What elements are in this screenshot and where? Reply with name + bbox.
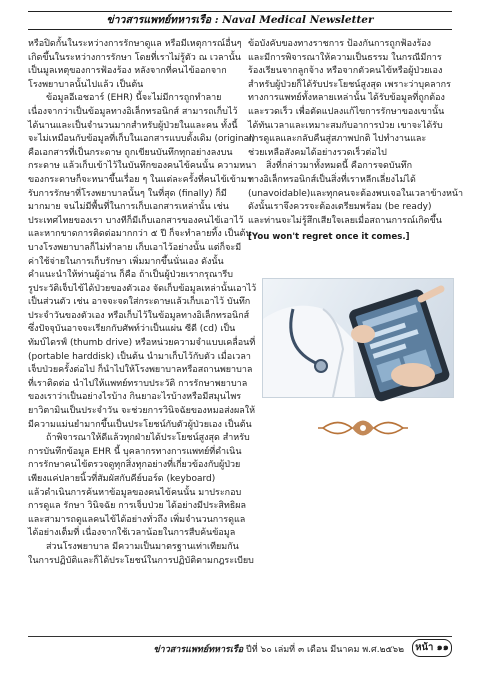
left-text-line: ได้นานและเป็นจำนวนมากสำหรับผู้ป่วยในและคน ทั้งนี้ [28, 120, 238, 131]
header-separator: : [214, 14, 219, 26]
page-header [28, 9, 452, 33]
left-text-line: เพียงแค่ปลายนิ้วที่สัมผัสกับคีย์บอร์ด (keyboard) [28, 474, 216, 484]
right-text-line: และมีการพิจารณาให้ความเป็นธรรม ในกรณีมีการ [248, 52, 442, 63]
left-text-line: โรงพยาบาลนั้นไปแล้ว เป็นต้น [28, 79, 144, 90]
left-text-line: รับการรักษาที่โรงพยาบาลนั้นๆ ในที่สุด (finally) ก็มี [28, 188, 227, 199]
right-text-line: และรวดเร็ว เพื่อตัดแปลงแก้ไขการรักษาของเขานั้น [248, 106, 445, 117]
footer-publication: ข่าวสารแพทย์ทหารเรือ [153, 645, 244, 655]
left-text-line: กระดาษ แล้วเก็บเข้าไว้ในบันทึกของคนไข้คนนั้น ความหนา [28, 161, 257, 172]
left-text-line: (portable harddisk) เป็นต้น นำมาเก็บไว้กับตัว เมื่อเวลา [28, 351, 251, 362]
left-text-line: ได้อย่างเต็มที่ เนื่องจากใช้เวลาน้อยในการสืบค้นข้อมูล [28, 528, 236, 539]
left-text-line: มากมาย จนไม่มีพื้นที่ในการเก็บเอกสารเหล่านั้น เช่น [28, 202, 229, 213]
right-text-line: (unavoidable)และทุกคนจะต้องพบเจอในเวลาข้างหน้า [248, 188, 464, 199]
header-rule-bottom [28, 29, 452, 30]
left-text-line: เป็นมูลเหตุของการฟ้องร้อง หลังจากที่คนไข้ออกจาก [28, 66, 227, 77]
left-text-line: มีความแม่นยำมากขึ้นเป็นประโยชน์กับตัวผู้ป่วยเอง เป็นต้น [28, 419, 252, 430]
left-text-line: ถ้าพิจารณาให้ดีแล้วทุกฝ่ายได้ประโยชน์สูงสุด สำหรับ [46, 433, 250, 444]
doctor-tablet-photo [262, 278, 454, 398]
left-text-line: ทัมบ์ไดรฟ์ (thumb drive) หรือหน่วยความจำแบบเคลื่อนที่ [28, 338, 256, 349]
left-text-line: เกิดขึ้นในระหว่างการรักษา โดยที่เราไม่รู้ตัว ณ เวลานั้น [28, 52, 241, 63]
right-text-line: ข้อบังคับของทางราชการ ป้องกันการถูกฟ้องร้อง [248, 39, 432, 49]
left-text-line: รูประวัติเจ็บไข้ได้ป่วยของตัวเอง จัดเก็บข้อมูลเหล่านั้นเอาไว้ [28, 283, 257, 294]
left-text-line: ประเทศไทยของเรา บางทีก็มีเก็บเอกสารของคนไข้เอาไว้ [28, 215, 244, 226]
left-text-line: คำแนะนำให้ท่านผู้อ่าน ก็คือ ถ้าเป็นผู้ป่วยเรากรุณารีบ [28, 270, 233, 281]
left-text-line: ค่าใช้จ่ายในการเก็บรักษา เพิ่มมากขึ้นนั่นเอง ดังนั้น [28, 256, 224, 267]
right-text-line: สิ่งที่กล่าวมาทั้งหมดนี้ คือการจดบันทึก [266, 161, 413, 172]
left-text-line: แล้วดำเนินการค้นหาข้อมูลของคนไข้คนนั้น มาประกอบ [28, 487, 242, 498]
left-text-line: จะไม่เหมือนกับข้อมูลที่เก็บในเอกสารแบบดั้งเดิม (original) [28, 134, 256, 145]
right-text-line: และท่านจะไม่รู้สึกเสียใจเลยเมื่อสถานการณ์เกิดขึ้น [248, 215, 442, 226]
left-text-line: บางโรงพยาบาลก็ไม่ทำลาย เก็บเอาไว้อย่างนั้น แต่ก็จะมี [28, 242, 242, 253]
right-text-line: ดังนั้นเราจึงควรจะต้องเตรียมพร้อม (be ready) [248, 202, 432, 213]
english-quote: [You won't regret once it comes.] [248, 232, 410, 243]
right-text-line: ได้ทันเวลาและเหมาะสมกับอาการป่วย เขาจะได้รับ [248, 120, 443, 131]
left-column [28, 38, 257, 568]
left-text-line: และสามารถดูแลคนไข้ได้อย่างทั่วถึง เพิ่มจำนวนการดูแล [28, 514, 246, 525]
right-text-line: สำหรับผู้ป่วยก็ได้รับประโยชน์สูงสุด เพราะว่าบุคลากร [248, 79, 451, 90]
footer-citation [154, 642, 404, 656]
left-text-line: การดูแล รักษา วินิจฉัย การเจ็บป่วย ได้อย่างมีประสิทธิผล [28, 501, 247, 512]
left-text-line: เนื่องจากว่าเป็นข้อมูลทางอิเล็กทรอนิกส์ สามารถเก็บไว้ [28, 106, 238, 117]
header-thai-title: ข่าวสารแพทย์ทหารเรือ [106, 14, 212, 26]
right-text-line: ร้องเรียนจากลูกจ้าง หรือจากตัวคนไข้หรือผู้ป่วยเอง [248, 66, 443, 77]
left-text-line: หรือปิดกั้นในระหว่างการรักษาดูแล หรือมีเหตุการณ์อื่นๆ [28, 39, 242, 49]
left-text-line: ของเราว่าเป็นอย่างไรบ้าง กินยาอะไรบ้างหรือมีสมุนไพร [28, 392, 242, 403]
left-text-line: และหากขาดการติดต่อมากกว่า ๕ ปี ก็จะทำลายทิ้ง เป็นต้น [28, 229, 252, 240]
left-text-line: ส่วนโรงพยาบาล มีความเป็นมาตรฐานเท่าเทียมกัน [46, 541, 239, 552]
left-text-line: การบันทึกข้อมูล EHR นี้ บุคลากรทางการแพทย์ที่ดำเนิน [28, 446, 242, 457]
header-title [28, 11, 452, 28]
right-text-line: ทางอิเล็กทรอนิกส์เป็นสิ่งที่เราหลีกเลี่ยงไม่ได้ [248, 174, 416, 185]
left-text-line: เจ็บป่วยครั้งต่อไป ก็นำไปให้โรงพยาบาลหรือสถานพยาบาล [28, 365, 253, 376]
right-text-line: ช่วยเหลือสังคมได้อย่างรวดเร็วต่อไป [248, 147, 387, 158]
right-column [248, 38, 464, 245]
footer-issue: ปีที่ ๖๐ เล่มที่ ๓ เดือน มีนาคม พ.ศ.๒๕๖๒ [246, 645, 404, 655]
right-column-text [248, 38, 464, 228]
left-text-line: ในการปฏิบัติและก็ได้ประโยชน์ในการปฏิบัติตามกฎระเบียบ [28, 555, 254, 566]
left-text-line: เป็นส่วนตัว เช่น อาจจะจดใส่กระดาษแล้วเก็บเอาไว้ บันทึก [28, 297, 251, 308]
left-text-line: ยาวิตามินเป็นประจำวัน จะช่วยการวินิจฉัยของหมอส่งผลให้ [28, 406, 256, 417]
decorative-ornament-icon [318, 415, 408, 441]
footer-rule [28, 636, 452, 637]
page-number-badge: หน้า ๑๑ [412, 639, 452, 657]
right-text-line: ทางการแพทย์ทั้งหลายเหล่านั้น ได้รับข้อมูลที่ถูกต้อง [248, 93, 445, 104]
left-text-line: ที่เราติดต่อ นำไปให้แพทย์ทราบประวัติ การรักษาพยาบาล [28, 378, 248, 389]
right-text-line: การดูแลและกลับคืนสู่สภาพปกติ ไปทำงานและ [248, 134, 427, 145]
left-text-line: ซึ่งปัจจุบันอาจจะเรียกกับศัพท์ว่าเป็นแผ่น ซีดี (cd) เป็น [28, 324, 236, 335]
left-text-line: ของกระดาษก็จะหนาขึ้นเรื่อย ๆ ในแต่ละครั้งที่คนไข้เข้ามา [28, 174, 252, 185]
page-footer [28, 636, 452, 658]
left-text-line: คือเอกสารที่เป็นกระดาษ ถูกเขียนบันทึกทุกอย่างลงบน [28, 147, 233, 158]
header-english-title: Naval Medical Newsletter [222, 14, 374, 26]
left-text-line: ประจำวันของตัวเอง หรือเก็บไว้ในข้อมูลทางอิเล็กทรอนิกส์ [28, 310, 250, 321]
left-text-line: การรักษาคนไข้ตรวจดูทุกสิ่งทุกอย่างที่เกี่ยวข้องกับผู้ป่วย [28, 460, 241, 471]
left-text-line: ข้อมูลอีเอชอาร์ (EHR) นี้จะไม่มีการถูกทำลาย [46, 93, 222, 104]
